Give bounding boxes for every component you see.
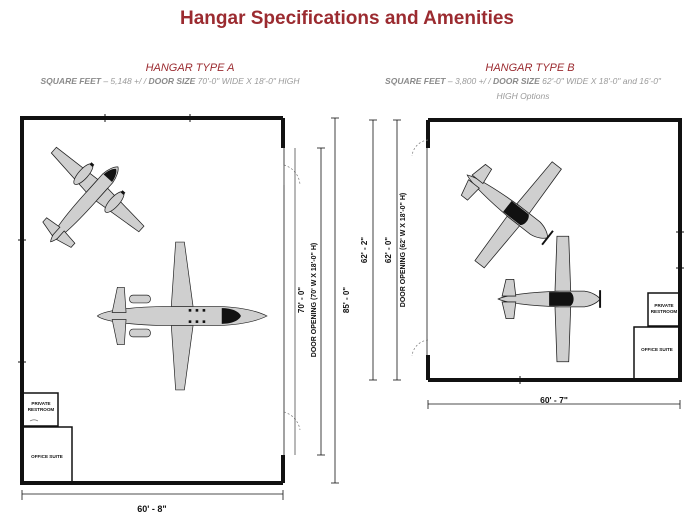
hangar-b-plan bbox=[369, 120, 684, 409]
hangar-a-door-dimension: 70' - 0" bbox=[297, 286, 306, 314]
hangar-b-sqft-value: – 3,800 +/ bbox=[445, 76, 489, 86]
hangar-a-door-value: 70'-0" WIDE X 18'-0" HIGH bbox=[195, 76, 300, 86]
hangar-b-door-dimension: 62' - 0" bbox=[384, 236, 393, 264]
hangar-a-door-label: DOOR SIZE bbox=[148, 76, 196, 86]
hangar-b-door-value-line2: HIGH Options bbox=[496, 91, 550, 101]
hangar-b-width-dimension: 60' - 7" bbox=[540, 395, 568, 405]
hangar-b-door-label: DOOR SIZE bbox=[493, 76, 540, 86]
hangar-a-specs: SQUARE FEET – 5,148 +/ / DOOR SIZE 70'-0" WIDE X 18'-0" HIGH bbox=[40, 76, 300, 86]
hangar-b-heading: HANGAR TYPE B bbox=[485, 62, 575, 74]
hangar-a-restroom-label-2: RESTROOM bbox=[27, 407, 55, 412]
hangar-b-door-value: 62'-0" WIDE X 18'-0" and 16'-0" bbox=[539, 76, 661, 86]
hangar-b-depth-dimension: 62' - 2" bbox=[360, 236, 369, 264]
hangar-a-sqft-value: – 5,148 +/ bbox=[100, 76, 144, 86]
page-title: Hangar Specifications and Amenities bbox=[180, 8, 514, 29]
hangar-a-heading: HANGAR TYPE A bbox=[145, 62, 235, 74]
hangar-b-office-label: OFFICE SUITE bbox=[641, 347, 673, 352]
hangar-a-door-opening-label: DOOR OPENING (70' W X 18'-0" H) bbox=[311, 242, 318, 358]
hangar-a-sqft-label: SQUARE FEET bbox=[40, 76, 101, 86]
hangar-a-restroom-label: PRIVATE bbox=[31, 401, 51, 406]
hangar-a-plan bbox=[7, 114, 339, 500]
hangar-b-restroom-label: PRIVATE bbox=[654, 303, 674, 308]
hangar-a-depth-dimension: 85' - 0" bbox=[342, 286, 351, 314]
hangar-b-specs: SQUARE FEET – 3,800 +/ / DOOR SIZE 62'-0" WIDE X 18'-0" and 16'-0" HIGH Options bbox=[385, 76, 661, 101]
hangar-b-restroom-label-2: RESTROOM bbox=[650, 309, 678, 314]
hangar-b-sqft-label: SQUARE FEET bbox=[385, 76, 446, 86]
hangar-a-width-dimension: 60' - 8" bbox=[137, 504, 167, 514]
hangar-a-office-label: OFFICE SUITE bbox=[31, 454, 63, 459]
hangar-b-door-opening-label: DOOR OPENING (62' W X 18'-0" H) bbox=[400, 192, 407, 308]
